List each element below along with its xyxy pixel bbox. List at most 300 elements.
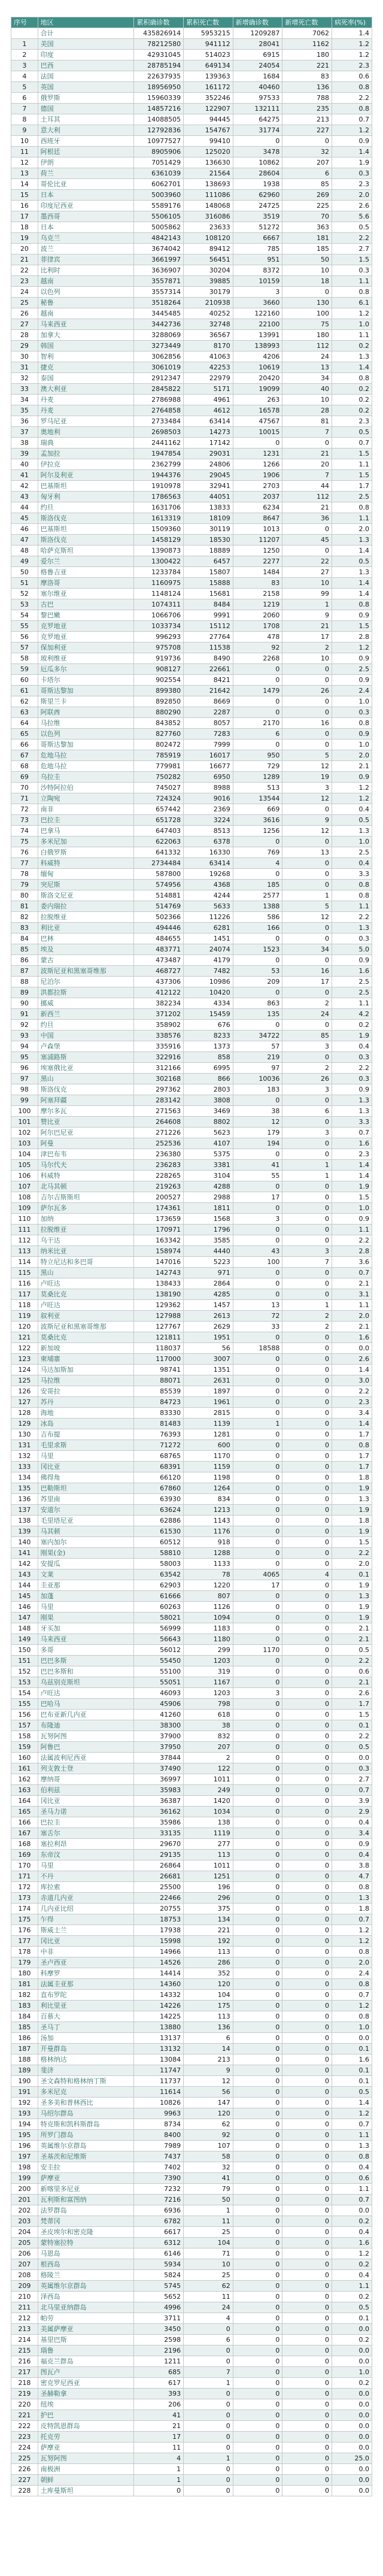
cell-new-confirmed: 2268 <box>233 653 282 664</box>
cell-total-deaths: 29031 <box>184 448 233 459</box>
cell-new-confirmed: 53 <box>233 966 282 977</box>
cell-new-confirmed: 64275 <box>233 114 282 125</box>
cell-total-deaths: 8490 <box>184 653 233 664</box>
cell-region: 刚果(金) <box>38 1548 134 1559</box>
cell-index: 168 <box>11 1839 38 1850</box>
cell-new-confirmed: 132111 <box>233 104 282 114</box>
cell-total-confirmed: 10977527 <box>134 136 184 147</box>
cell-total-deaths: 25 <box>184 2227 233 2238</box>
cell-new-deaths: 0 <box>282 1785 332 1796</box>
cell-total-deaths: 136630 <box>184 157 233 168</box>
cell-region: 汤加 <box>38 2033 134 2044</box>
cell-fatality-rate: 0.9 <box>332 610 372 621</box>
cell-region: 巴布亚新几内亚 <box>38 1710 134 1720</box>
cell-new-confirmed: 3660 <box>233 298 282 308</box>
cell-total-deaths: 94445 <box>184 114 233 125</box>
cell-total-confirmed: 3288069 <box>134 330 184 341</box>
cell-new-confirmed: 0 <box>233 1623 282 1634</box>
cell-new-deaths: 112 <box>282 492 332 502</box>
cell-index: 88 <box>11 977 38 987</box>
cell-region: 马达加斯加 <box>38 1365 134 1375</box>
cell-index: 181 <box>11 1979 38 1990</box>
cell-new-confirmed: 219 <box>233 1052 282 1063</box>
cell-region: 尼泊尔 <box>38 977 134 987</box>
cell-new-deaths: 0 <box>282 2238 332 2248</box>
cell-total-confirmed: 1160975 <box>134 578 184 589</box>
cell-new-confirmed: 12 <box>233 1117 282 1128</box>
cell-total-confirmed: 647403 <box>134 826 184 837</box>
cell-new-confirmed: 769 <box>233 847 282 858</box>
cell-index: 196 <box>11 2141 38 2151</box>
table-row <box>11 362 372 373</box>
cell-total-confirmed: 3273449 <box>134 341 184 351</box>
cell-index: 134 <box>11 1472 38 1483</box>
cell-total-confirmed: 18753 <box>134 1914 184 1925</box>
cell-total-deaths: 15888 <box>184 578 233 589</box>
cell-total-confirmed: 1033734 <box>134 621 184 632</box>
table-row <box>11 1979 372 1990</box>
cell-fatality-rate: 2.5 <box>332 847 372 858</box>
cell-total-deaths: 7283 <box>184 729 233 740</box>
cell-region: 美属萨摩亚 <box>38 2324 134 2335</box>
cell-region: 格鲁吉亚 <box>38 567 134 578</box>
table-row <box>11 1990 372 2001</box>
cell-index: 177 <box>11 1936 38 1947</box>
cell-new-confirmed: 0 <box>233 2119 282 2130</box>
cell-index <box>11 28 38 39</box>
table-row <box>11 1537 372 1548</box>
cell-new-confirmed: 0 <box>233 1742 282 1753</box>
cell-total-confirmed: 14225 <box>134 2011 184 2022</box>
cell-total-deaths: 27764 <box>184 632 233 643</box>
cell-new-confirmed: 0 <box>233 1807 282 1817</box>
cell-new-deaths: 0 <box>282 1753 332 1763</box>
cell-total-deaths: 2864 <box>184 1278 233 1289</box>
cell-total-deaths: 5633 <box>184 901 233 912</box>
cell-fatality-rate: 2.3 <box>332 1149 372 1160</box>
cell-total-deaths: 1373 <box>184 1041 233 1052</box>
cell-region: 阿鲁巴 <box>38 1742 134 1753</box>
cell-fatality-rate: 0.8 <box>332 599 372 610</box>
cell-new-confirmed: 0 <box>233 837 282 847</box>
cell-region: 洪都拉斯 <box>38 987 134 998</box>
cell-new-confirmed: 0 <box>233 2022 282 2033</box>
cell-fatality-rate: 0.7 <box>332 1128 372 1138</box>
cell-fatality-rate: 1.2 <box>332 783 372 793</box>
cell-total-deaths: 4288 <box>184 1181 233 1192</box>
cell-new-deaths: 0 <box>282 1613 332 1623</box>
cell-new-deaths: 0 <box>282 1979 332 1990</box>
table-row <box>11 308 372 319</box>
cell-total-confirmed: 358902 <box>134 1020 184 1031</box>
cell-total-confirmed: 88071 <box>134 1375 184 1386</box>
cell-total-confirmed: 14088505 <box>134 114 184 125</box>
cell-new-deaths: 26 <box>282 686 332 696</box>
cell-fatality-rate: 1.7 <box>332 1462 372 1472</box>
cell-total-deaths: 316086 <box>184 211 233 222</box>
cell-new-confirmed: 0 <box>233 2313 282 2324</box>
cell-index: 48 <box>11 545 38 556</box>
table-row <box>11 1483 372 1494</box>
cell-fatality-rate: 0.7 <box>332 438 372 448</box>
table-row <box>11 82 372 93</box>
cell-total-confirmed: 84723 <box>134 1397 184 1408</box>
cell-region: 塞内加尔 <box>38 1537 134 1548</box>
cell-new-confirmed: 0 <box>233 1990 282 2001</box>
cell-total-confirmed: 484655 <box>134 934 184 944</box>
cell-total-deaths: 3104 <box>184 1171 233 1181</box>
cell-region: 密克罗尼西亚 <box>38 2378 134 2389</box>
cell-new-confirmed: 1209287 <box>233 28 282 39</box>
cell-new-deaths: 0 <box>282 2151 332 2162</box>
cell-new-confirmed: 0 <box>233 1968 282 1979</box>
cell-total-deaths: 56 <box>184 1343 233 1354</box>
table-row <box>11 1602 372 1613</box>
cell-fatality-rate: 1.2 <box>332 643 372 653</box>
cell-index: 115 <box>11 1268 38 1278</box>
cell-fatality-rate: 0.5 <box>332 222 372 233</box>
cell-new-confirmed: 0 <box>233 136 282 147</box>
cell-total-deaths: 858 <box>184 1052 233 1063</box>
table-row <box>11 556 372 567</box>
cell-total-confirmed: 2362799 <box>134 459 184 470</box>
table-row <box>11 136 372 147</box>
cell-new-confirmed: 2277 <box>233 556 282 567</box>
cell-new-deaths: 0 <box>282 2486 332 2496</box>
cell-total-confirmed: 685 <box>134 2367 184 2378</box>
cell-new-deaths: 1162 <box>282 39 332 50</box>
cell-total-confirmed: 14414 <box>134 1968 184 1979</box>
cell-fatality-rate: 2.8 <box>332 1246 372 1257</box>
cell-fatality-rate: 25.0 <box>332 2453 372 2464</box>
cell-new-deaths: 0 <box>282 2001 332 2011</box>
table-row <box>11 1774 372 1785</box>
cell-index: 91 <box>11 1009 38 1020</box>
cell-fatality-rate: 0.8 <box>332 880 372 890</box>
cell-new-deaths: 9 <box>282 815 332 826</box>
cell-total-deaths: 136 <box>184 2022 233 2033</box>
cell-new-confirmed: 1013 <box>233 524 282 535</box>
cell-total-confirmed: 3445485 <box>134 308 184 319</box>
cell-total-confirmed: 724324 <box>134 793 184 804</box>
table-row <box>11 1160 372 1171</box>
cell-region: 合计 <box>38 28 134 39</box>
table-row <box>11 1613 372 1623</box>
cell-total-confirmed: 3061019 <box>134 362 184 373</box>
cell-new-deaths: 0 <box>282 2313 332 2324</box>
cell-new-deaths: 85 <box>282 1031 332 1041</box>
cell-total-deaths: 3381 <box>184 1160 233 1171</box>
cell-total-deaths: 0 <box>184 2475 233 2486</box>
cell-total-confirmed: 574956 <box>134 880 184 890</box>
cell-new-confirmed: 0 <box>233 2011 282 2022</box>
cell-new-deaths: 0 <box>282 2227 332 2238</box>
table-row <box>11 2486 372 2496</box>
cell-new-confirmed: 0 <box>233 2216 282 2227</box>
table-row <box>11 1742 372 1753</box>
cell-total-deaths: 148068 <box>184 201 233 211</box>
cell-index: 4 <box>11 71 38 82</box>
cell-region: 马来西亚 <box>38 1634 134 1645</box>
cell-index: 30 <box>11 351 38 362</box>
cell-total-deaths: 4244 <box>184 890 233 901</box>
cell-region: 埃及 <box>38 944 134 955</box>
cell-fatality-rate: 0.0 <box>332 2410 372 2421</box>
cell-total-deaths: 40252 <box>184 308 233 319</box>
cell-total-deaths: 3808 <box>184 1095 233 1106</box>
cell-total-deaths: 175 <box>184 2001 233 2011</box>
cell-index: 193 <box>11 2108 38 2119</box>
cell-new-confirmed: 1708 <box>233 621 282 632</box>
cell-region: 日本 <box>38 190 134 201</box>
cell-total-deaths: 58 <box>184 2151 233 2162</box>
cell-new-deaths: 0 <box>282 2378 332 2389</box>
cell-fatality-rate: 2.6 <box>332 201 372 211</box>
cell-total-deaths: 375 <box>184 1904 233 1914</box>
cell-fatality-rate: 1.6 <box>332 2238 372 2248</box>
cell-new-confirmed: 0 <box>233 1699 282 1710</box>
cell-new-deaths: 17 <box>282 977 332 987</box>
cell-new-confirmed: 729 <box>233 761 282 772</box>
cell-index: 220 <box>11 2399 38 2410</box>
cell-index: 170 <box>11 1860 38 1871</box>
cell-index: 207 <box>11 2259 38 2270</box>
cell-new-deaths: 6 <box>282 168 332 179</box>
table-row <box>11 847 372 858</box>
cell-new-deaths: 21 <box>282 502 332 513</box>
cell-new-confirmed: 2170 <box>233 718 282 729</box>
cell-fatality-rate: 0.9 <box>332 1084 372 1095</box>
cell-total-deaths: 5375 <box>184 1149 233 1160</box>
table-row <box>11 157 372 168</box>
cell-new-confirmed: 47567 <box>233 416 282 427</box>
cell-region: 巴拉圭 <box>38 815 134 826</box>
cell-total-deaths: 50 <box>184 2195 233 2205</box>
cell-total-deaths: 14 <box>184 2044 233 2054</box>
cell-total-deaths: 138693 <box>184 179 233 190</box>
cell-region: 塞拉利昂 <box>38 1839 134 1850</box>
cell-index: 39 <box>11 448 38 459</box>
cell-total-confirmed: 71272 <box>134 1440 184 1451</box>
table-row <box>11 934 372 944</box>
cell-new-confirmed: 24725 <box>233 201 282 211</box>
cell-index: 172 <box>11 1882 38 1893</box>
table-row <box>11 2270 372 2281</box>
cell-total-confirmed: 271226 <box>134 1128 184 1138</box>
cell-total-confirmed: 61666 <box>134 1591 184 1602</box>
cell-new-deaths: 0 <box>282 1343 332 1354</box>
cell-fatality-rate: 0.7 <box>332 1914 372 1925</box>
cell-new-deaths: 0 <box>282 2389 332 2399</box>
table-row <box>11 319 372 330</box>
cell-new-confirmed: 183 <box>233 1084 282 1095</box>
table-row <box>11 696 372 707</box>
cell-new-deaths: 0 <box>282 923 332 934</box>
cell-new-confirmed: 0 <box>233 2442 282 2453</box>
cell-new-deaths: 0 <box>282 1580 332 1591</box>
cell-region: 马绍尔群岛 <box>38 2108 134 2119</box>
cell-total-deaths: 352 <box>184 1968 233 1979</box>
cell-new-confirmed: 0 <box>233 1785 282 1796</box>
cell-region: 突尼斯 <box>38 880 134 890</box>
table-row <box>11 535 372 545</box>
cell-new-deaths: 0 <box>282 2442 332 2453</box>
cell-new-confirmed: 0 <box>233 2259 282 2270</box>
cell-new-confirmed: 17 <box>233 1192 282 1203</box>
cell-new-confirmed: 3519 <box>233 211 282 222</box>
cell-total-confirmed: 200527 <box>134 1192 184 1203</box>
cell-new-deaths: 0 <box>282 1138 332 1149</box>
cell-total-confirmed: 1066706 <box>134 610 184 621</box>
cell-index: 26 <box>11 308 38 319</box>
cell-fatality-rate: 1.4 <box>332 578 372 589</box>
cell-region: 安哥拉 <box>38 1386 134 1397</box>
cell-total-deaths: 15807 <box>184 567 233 578</box>
cell-fatality-rate: 0.8 <box>332 502 372 513</box>
cell-fatality-rate: 1.7 <box>332 1699 372 1710</box>
total-row <box>11 28 372 39</box>
cell-new-confirmed: 0 <box>233 1753 282 1763</box>
cell-region: 西班牙 <box>38 136 134 147</box>
cell-total-deaths: 10 <box>184 2259 233 2270</box>
cell-new-confirmed: 0 <box>233 1559 282 1569</box>
table-row <box>11 2399 372 2410</box>
cell-index: 57 <box>11 643 38 653</box>
cell-region: 斯洛伐克 <box>38 513 134 524</box>
cell-index: 82 <box>11 912 38 923</box>
table-row <box>11 2238 372 2248</box>
cell-total-deaths: 8513 <box>184 826 233 837</box>
cell-new-confirmed: 1938 <box>233 179 282 190</box>
cell-index: 45 <box>11 513 38 524</box>
cell-total-confirmed: 975708 <box>134 643 184 653</box>
cell-total-confirmed: 283142 <box>134 1095 184 1106</box>
cell-new-deaths: 0 <box>282 1278 332 1289</box>
cell-new-deaths: 0 <box>282 1462 332 1472</box>
cell-total-deaths: 286 <box>184 1957 233 1968</box>
cell-fatality-rate: 0.8 <box>332 1979 372 1990</box>
cell-index: 201 <box>11 2195 38 2205</box>
cell-total-deaths: 36567 <box>184 330 233 341</box>
cell-region: 拉脱维亚 <box>38 912 134 923</box>
cell-total-confirmed: 6782 <box>134 2216 184 2227</box>
cell-total-confirmed: 20755 <box>134 1904 184 1914</box>
cell-index: 13 <box>11 168 38 179</box>
cell-new-deaths: 12 <box>282 912 332 923</box>
cell-fatality-rate: 1.7 <box>332 1429 372 1440</box>
cell-fatality-rate: 0.2 <box>332 2292 372 2302</box>
table-row <box>11 492 372 502</box>
cell-region: 文莱 <box>38 1569 134 1580</box>
table-row <box>11 190 372 201</box>
cell-total-deaths: 676 <box>184 1020 233 1031</box>
cell-new-confirmed: 0 <box>233 1947 282 1957</box>
cell-new-deaths: 0 <box>282 1904 332 1914</box>
table-row <box>11 2076 372 2087</box>
cell-new-confirmed: 0 <box>233 1149 282 1160</box>
cell-index: 41 <box>11 470 38 481</box>
cell-new-deaths: 0 <box>282 2464 332 2475</box>
table-row <box>11 2119 372 2130</box>
cell-total-confirmed: 36162 <box>134 1807 184 1817</box>
cell-new-confirmed: 8647 <box>233 513 282 524</box>
cell-region: 新加坡 <box>38 1343 134 1354</box>
cell-region: 波兰 <box>38 244 134 254</box>
cell-region: 卡塔尔 <box>38 675 134 686</box>
cell-new-deaths: 0 <box>282 1882 332 1893</box>
cell-new-deaths: 0 <box>282 1289 332 1300</box>
cell-new-deaths: 2 <box>282 1063 332 1074</box>
cell-new-confirmed: 11207 <box>233 535 282 545</box>
cell-new-confirmed: 24054 <box>233 60 282 71</box>
cell-total-confirmed: 170971 <box>134 1225 184 1235</box>
cell-region: 安道尔 <box>38 1505 134 1516</box>
cell-region: 纽埃 <box>38 2399 134 2410</box>
cell-new-deaths: 10 <box>282 395 332 405</box>
cell-new-confirmed: 0 <box>233 1289 282 1300</box>
cell-total-deaths: 3469 <box>184 1106 233 1117</box>
cell-new-confirmed: 0 <box>233 1494 282 1505</box>
table-row <box>11 1386 372 1397</box>
cell-new-confirmed: 2158 <box>233 589 282 599</box>
cell-fatality-rate: 2.0 <box>332 1957 372 1968</box>
cell-new-deaths: 0 <box>282 1192 332 1203</box>
cell-total-deaths: 0 <box>184 2432 233 2442</box>
table-row <box>11 1397 372 1408</box>
cell-total-confirmed: 1148124 <box>134 589 184 599</box>
cell-region: 冈比亚 <box>38 1936 134 1947</box>
cell-index: 214 <box>11 2335 38 2345</box>
cell-new-deaths: 0 <box>282 1914 332 1925</box>
cell-fatality-rate: 1.3 <box>332 351 372 362</box>
cell-new-deaths: 0 <box>282 934 332 944</box>
cell-total-confirmed: 1233784 <box>134 567 184 578</box>
cell-new-confirmed: 6234 <box>233 502 282 513</box>
cell-new-deaths: 0 <box>282 1429 332 1440</box>
cell-new-deaths: 0 <box>282 1354 332 1365</box>
cell-index: 93 <box>11 1031 38 1041</box>
cell-total-deaths: 9991 <box>184 610 233 621</box>
cell-fatality-rate: 1.8 <box>332 1904 372 1914</box>
cell-new-confirmed: 0 <box>233 2248 282 2259</box>
table-row <box>11 1106 372 1117</box>
cell-new-deaths: 16 <box>282 718 332 729</box>
cell-fatality-rate: 1.2 <box>332 125 372 136</box>
cell-fatality-rate: 2.3 <box>332 179 372 190</box>
cell-total-confirmed: 11737 <box>134 2076 184 2087</box>
cell-new-confirmed: 0 <box>233 2399 282 2410</box>
cell-region: 巴西 <box>38 60 134 71</box>
table-row <box>11 179 372 190</box>
cell-new-deaths: 213 <box>282 114 332 125</box>
cell-region: 智利 <box>38 351 134 362</box>
cell-new-confirmed: 43 <box>233 1246 282 1257</box>
cell-new-confirmed: 478 <box>233 632 282 643</box>
cell-new-confirmed: 0 <box>233 2065 282 2076</box>
cell-new-deaths: 0 <box>282 2087 332 2098</box>
cell-total-deaths: 1167 <box>184 1677 233 1688</box>
cell-fatality-rate: 2.6 <box>332 1688 372 1699</box>
cell-new-deaths: 2 <box>282 998 332 1009</box>
cell-index: 40 <box>11 459 38 470</box>
covid-data-sheet <box>11 17 372 2496</box>
cell-total-deaths: 11226 <box>184 912 233 923</box>
cell-fatality-rate: 1.1 <box>332 2130 372 2141</box>
cell-fatality-rate: 0.8 <box>332 2151 372 2162</box>
table-row <box>11 50 372 60</box>
cell-index: 86 <box>11 955 38 966</box>
cell-fatality-rate: 1.4 <box>332 362 372 373</box>
